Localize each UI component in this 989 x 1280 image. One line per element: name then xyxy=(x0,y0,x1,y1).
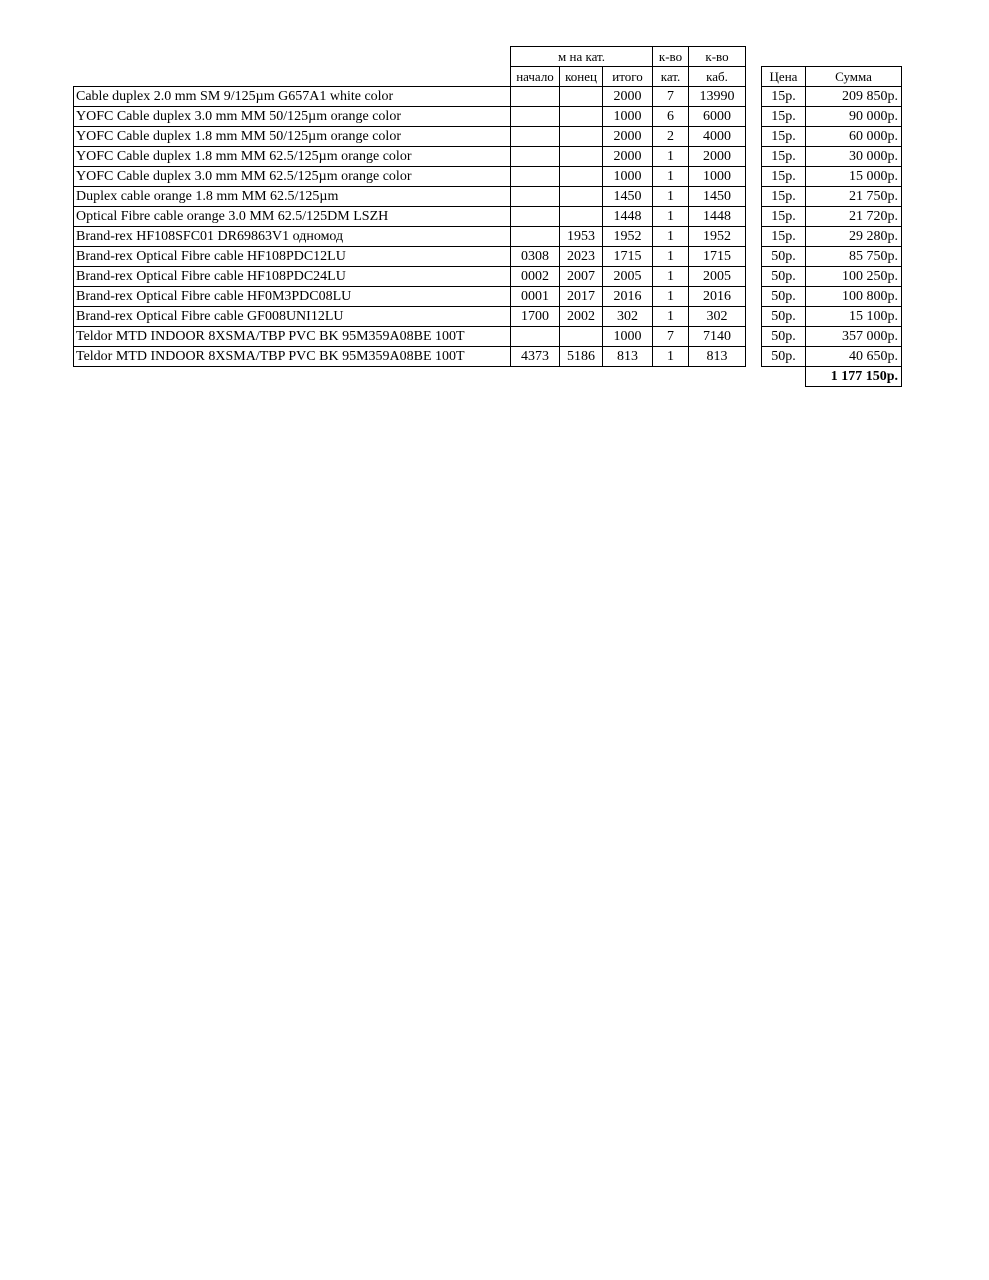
cell-end xyxy=(560,127,603,147)
cell-qty-cab: 1450 xyxy=(689,187,746,207)
cell-qty-cab: 813 xyxy=(689,347,746,367)
cell-price: 15р. xyxy=(762,207,806,227)
cell-name: Brand-rex Optical Fibre cable HF108PDC12LU xyxy=(74,247,511,267)
table-row xyxy=(74,167,902,187)
cell-qty-cat: 1 xyxy=(653,187,689,207)
header-nachalo: начало xyxy=(511,67,560,87)
cell-sum: 30 000р. xyxy=(806,147,902,167)
table-row xyxy=(74,207,902,227)
cell-price: 15р. xyxy=(762,127,806,147)
table-row xyxy=(74,347,902,367)
cell-name: Brand-rex Optical Fibre cable GF008UNI12LU xyxy=(74,307,511,327)
cell-qty-cat: 1 xyxy=(653,227,689,247)
table-row xyxy=(74,107,902,127)
cell-total-m: 1448 xyxy=(603,207,653,227)
cell-sum: 40 650р. xyxy=(806,347,902,367)
cell-qty-cat: 1 xyxy=(653,347,689,367)
cell-sum: 209 850р. xyxy=(806,87,902,107)
header-price: Цена xyxy=(762,67,806,87)
cell-qty-cat: 6 xyxy=(653,107,689,127)
header-kvo-kab-top: к-во xyxy=(689,47,746,67)
table-row xyxy=(74,287,902,307)
cell-sum: 29 280р. xyxy=(806,227,902,247)
table-row xyxy=(74,127,902,147)
cell-qty-cab: 1715 xyxy=(689,247,746,267)
cell-qty-cab: 2000 xyxy=(689,147,746,167)
cell-sum: 100 250р. xyxy=(806,267,902,287)
cell-end xyxy=(560,147,603,167)
cell-end: 2002 xyxy=(560,307,603,327)
cell-end xyxy=(560,327,603,347)
table-row xyxy=(74,227,902,247)
cell-name: Duplex cable orange 1.8 mm MM 62.5/125µm xyxy=(74,187,511,207)
cell-price: 50р. xyxy=(762,247,806,267)
cell-price: 50р. xyxy=(762,347,806,367)
cell-price: 50р. xyxy=(762,307,806,327)
cell-name: Brand-rex Optical Fibre cable HF108PDC24LU xyxy=(74,267,511,287)
cell-end: 1953 xyxy=(560,227,603,247)
cell-start xyxy=(511,167,560,187)
header-row-2 xyxy=(74,67,902,87)
cell-qty-cat: 1 xyxy=(653,287,689,307)
header-konec: конец xyxy=(560,67,603,87)
cell-end: 2007 xyxy=(560,267,603,287)
cell-sum: 15 000р. xyxy=(806,167,902,187)
cell-sum: 21 750р. xyxy=(806,187,902,207)
table-row xyxy=(74,267,902,287)
cell-total-m: 813 xyxy=(603,347,653,367)
cell-name: YOFC Cable duplex 1.8 mm MM 62.5/125µm orange color xyxy=(74,147,511,167)
table-row xyxy=(74,147,902,167)
cell-price: 50р. xyxy=(762,267,806,287)
cell-qty-cat: 7 xyxy=(653,87,689,107)
cell-total-m: 2000 xyxy=(603,127,653,147)
cell-end xyxy=(560,107,603,127)
cell-total-m: 1715 xyxy=(603,247,653,267)
header-kvo-kat-top: к-во xyxy=(653,47,689,67)
cell-qty-cat: 1 xyxy=(653,307,689,327)
cell-start xyxy=(511,187,560,207)
cell-end: 2017 xyxy=(560,287,603,307)
cell-qty-cat: 1 xyxy=(653,167,689,187)
cell-start xyxy=(511,127,560,147)
cell-start: 0001 xyxy=(511,287,560,307)
cell-total-m: 1952 xyxy=(603,227,653,247)
cell-start xyxy=(511,327,560,347)
cell-end xyxy=(560,167,603,187)
total-row xyxy=(74,367,902,387)
cell-name: YOFC Cable duplex 3.0 mm MM 50/125µm orange color xyxy=(74,107,511,127)
table-row xyxy=(74,327,902,347)
cell-price: 15р. xyxy=(762,187,806,207)
cell-total-m: 2005 xyxy=(603,267,653,287)
cell-sum: 15 100р. xyxy=(806,307,902,327)
cell-price: 50р. xyxy=(762,287,806,307)
cell-end xyxy=(560,207,603,227)
cell-total-m: 2000 xyxy=(603,87,653,107)
table-row xyxy=(74,187,902,207)
cell-price: 15р. xyxy=(762,147,806,167)
cable-table xyxy=(73,46,902,387)
cell-sum: 357 000р. xyxy=(806,327,902,347)
cell-qty-cat: 1 xyxy=(653,207,689,227)
cell-total-m: 1000 xyxy=(603,107,653,127)
cell-total-m: 1000 xyxy=(603,167,653,187)
table-row xyxy=(74,247,902,267)
cell-total-m: 302 xyxy=(603,307,653,327)
cell-qty-cab: 1448 xyxy=(689,207,746,227)
cell-name: YOFC Cable duplex 1.8 mm MM 50/125µm orange color xyxy=(74,127,511,147)
cell-qty-cab: 2016 xyxy=(689,287,746,307)
cell-price: 15р. xyxy=(762,107,806,127)
cell-sum: 90 000р. xyxy=(806,107,902,127)
cell-price: 15р. xyxy=(762,167,806,187)
cell-qty-cab: 302 xyxy=(689,307,746,327)
cell-qty-cat: 1 xyxy=(653,147,689,167)
header-m-na-kat: м на кат. xyxy=(511,47,653,67)
cell-start xyxy=(511,147,560,167)
cell-end xyxy=(560,187,603,207)
cell-name: Cable duplex 2.0 mm SM 9/125µm G657A1 white color xyxy=(74,87,511,107)
cell-start xyxy=(511,207,560,227)
cell-total-m: 1450 xyxy=(603,187,653,207)
header-kvo-kab-bottom: каб. xyxy=(689,67,746,87)
cell-qty-cat: 1 xyxy=(653,267,689,287)
cell-sum: 100 800р. xyxy=(806,287,902,307)
cell-qty-cab: 7140 xyxy=(689,327,746,347)
cell-name: Teldor MTD INDOOR 8XSMA/TBP PVC BK 95M359A08BE 100T xyxy=(74,347,511,367)
cell-price: 50р. xyxy=(762,327,806,347)
cell-qty-cab: 1000 xyxy=(689,167,746,187)
cell-sum: 60 000р. xyxy=(806,127,902,147)
spreadsheet xyxy=(73,46,902,387)
cell-total-m: 2016 xyxy=(603,287,653,307)
header-row-1 xyxy=(74,47,902,67)
cell-name: Brand-rex Optical Fibre cable HF0M3PDC08LU xyxy=(74,287,511,307)
cell-name: Optical Fibre cable orange 3.0 MM 62.5/125DM LSZH xyxy=(74,207,511,227)
header-kvo-kat-bottom: кат. xyxy=(653,67,689,87)
cell-total-m: 1000 xyxy=(603,327,653,347)
cell-total-m: 2000 xyxy=(603,147,653,167)
cell-end xyxy=(560,87,603,107)
cell-name: YOFC Cable duplex 3.0 mm MM 62.5/125µm orange color xyxy=(74,167,511,187)
cell-qty-cab: 4000 xyxy=(689,127,746,147)
cell-start: 0002 xyxy=(511,267,560,287)
cell-qty-cab: 2005 xyxy=(689,267,746,287)
header-sum: Сумма xyxy=(806,67,902,87)
table-row xyxy=(74,87,902,107)
cell-start: 1700 xyxy=(511,307,560,327)
cell-start: 4373 xyxy=(511,347,560,367)
cell-qty-cat: 7 xyxy=(653,327,689,347)
cell-end: 5186 xyxy=(560,347,603,367)
cell-sum: 85 750р. xyxy=(806,247,902,267)
cell-qty-cab: 13990 xyxy=(689,87,746,107)
cell-price: 15р. xyxy=(762,87,806,107)
header-itogo: итого xyxy=(603,67,653,87)
cell-qty-cat: 1 xyxy=(653,247,689,267)
cell-start xyxy=(511,227,560,247)
cell-price: 15р. xyxy=(762,227,806,247)
cell-name: Teldor MTD INDOOR 8XSMA/TBP PVC BK 95M359A08BE 100T xyxy=(74,327,511,347)
cell-qty-cab: 6000 xyxy=(689,107,746,127)
cell-start: 0308 xyxy=(511,247,560,267)
table-row xyxy=(74,307,902,327)
cell-start xyxy=(511,87,560,107)
cell-name: Brand-rex HF108SFC01 DR69863V1 одномод xyxy=(74,227,511,247)
cell-qty-cab: 1952 xyxy=(689,227,746,247)
grand-total: 1 177 150р. xyxy=(806,367,902,387)
cell-qty-cat: 2 xyxy=(653,127,689,147)
cell-start xyxy=(511,107,560,127)
cell-end: 2023 xyxy=(560,247,603,267)
cell-sum: 21 720р. xyxy=(806,207,902,227)
